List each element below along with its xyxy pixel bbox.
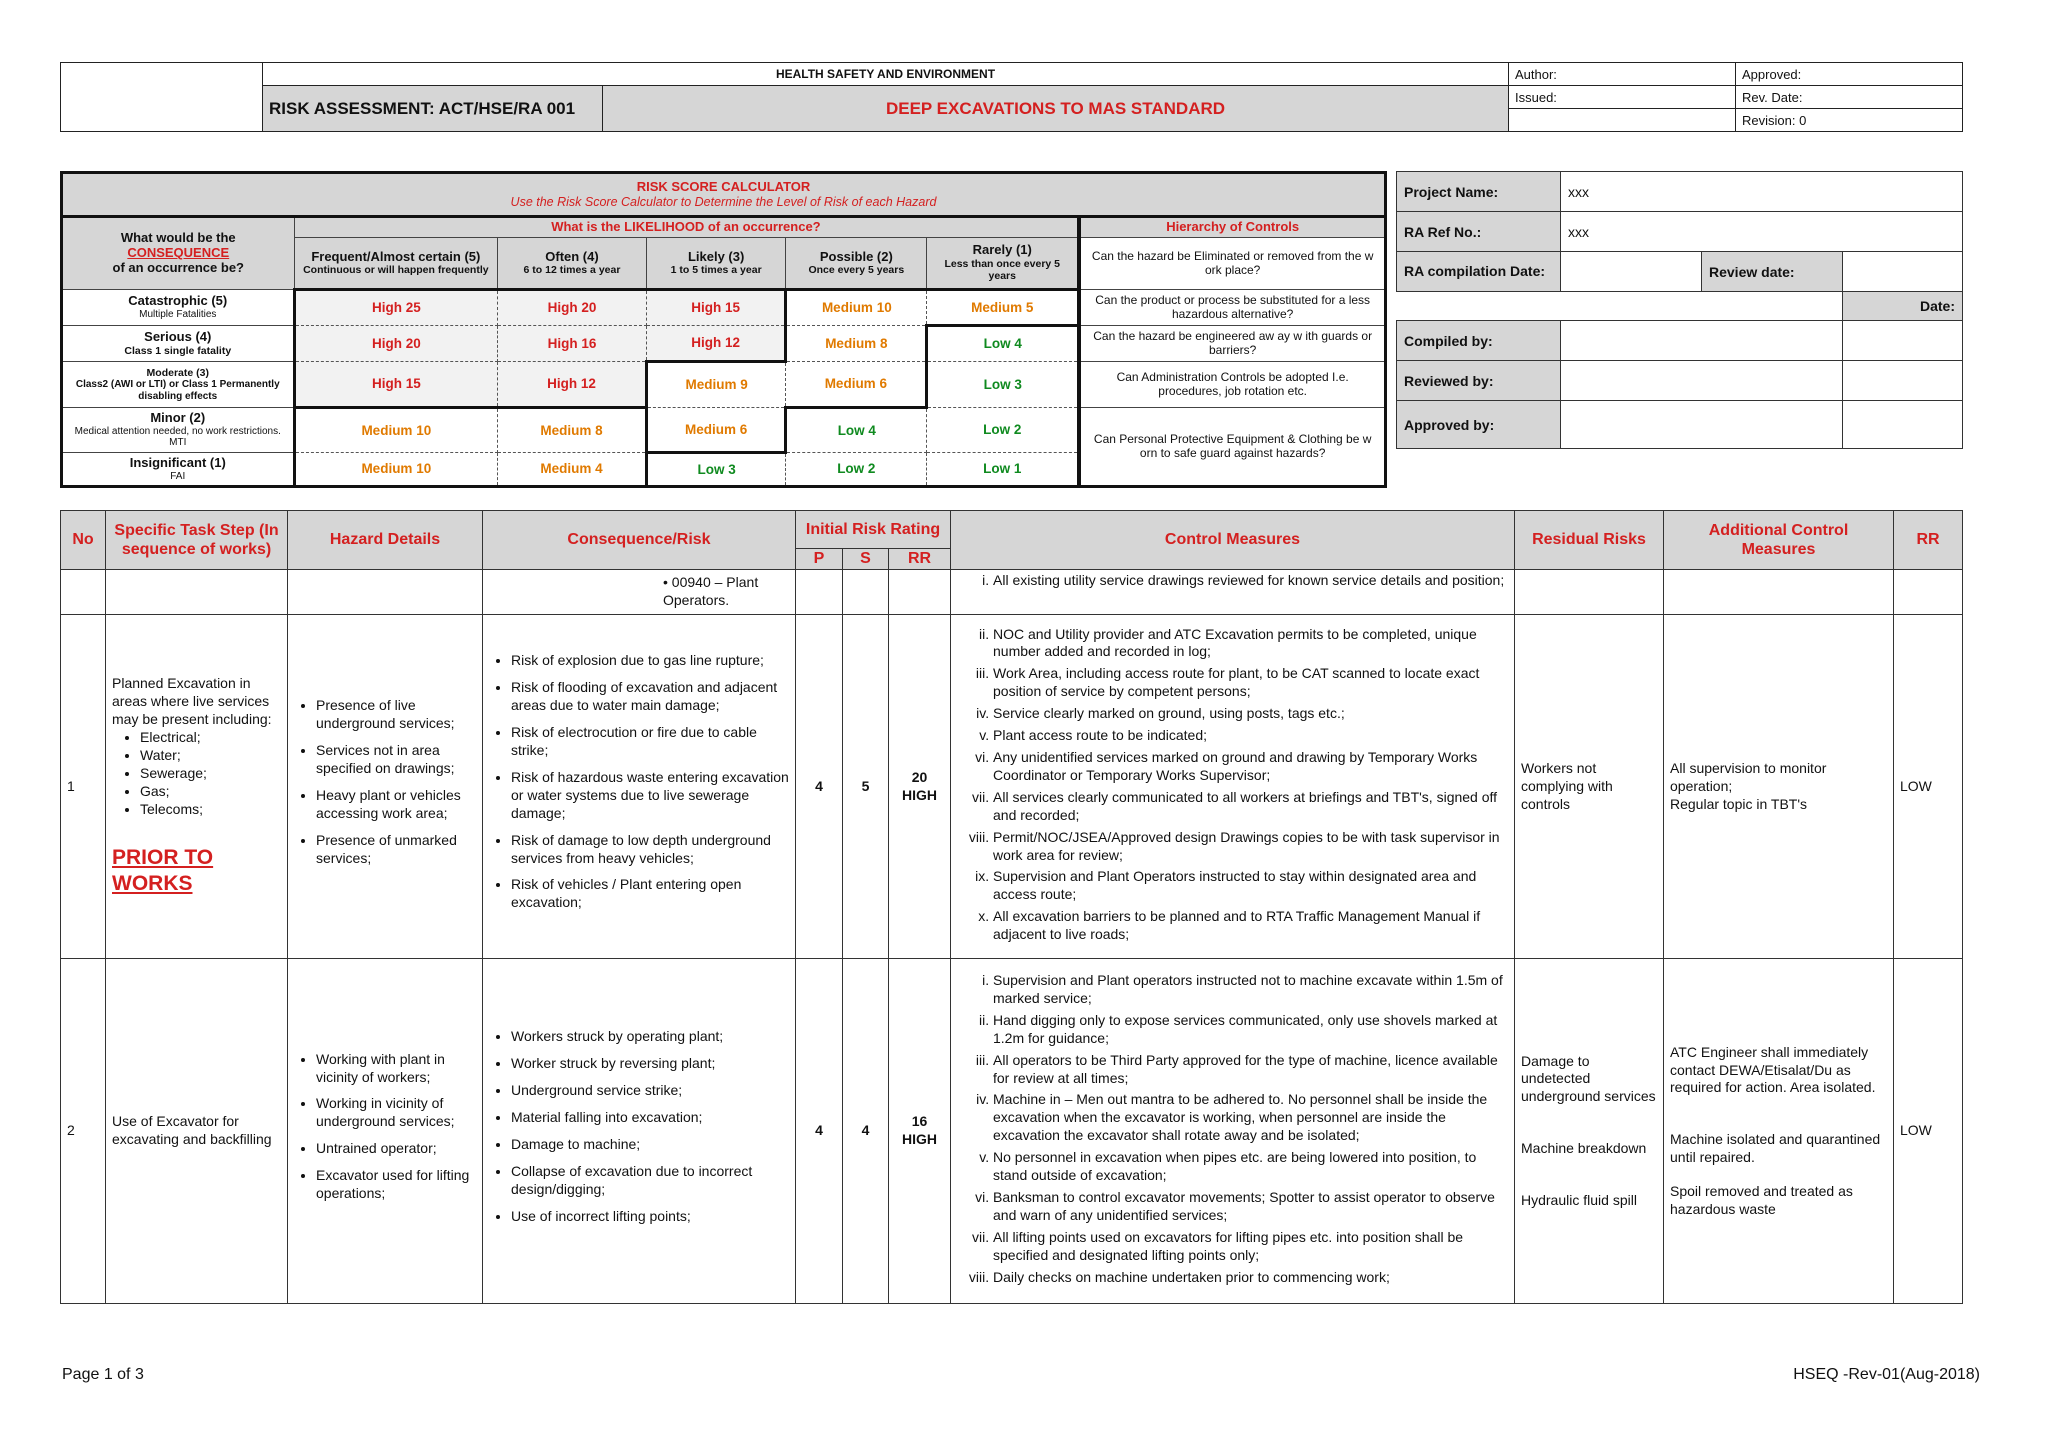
issued-value xyxy=(1509,109,1736,132)
score-cell: Medium 8 xyxy=(498,408,647,453)
ra-number: RISK ASSESSMENT: ACT/HSE/RA 001 xyxy=(263,86,603,132)
date-label: Date: xyxy=(1843,292,1963,321)
col-rr: RR xyxy=(889,549,951,570)
score-cell: High 12 xyxy=(498,362,647,408)
consequence-serious: Serious (4) Class 1 single fatality xyxy=(62,326,295,362)
score-cell: Medium 4 xyxy=(498,453,647,487)
project-name-label: Project Name: xyxy=(1397,172,1561,212)
residual-risks: Damage to undetected underground services Machine breakdown Hydraulic fluid spill xyxy=(1515,959,1664,1304)
table-row xyxy=(61,959,1963,1304)
score-cell: High 20 xyxy=(498,290,647,326)
score-cell: Low 2 xyxy=(927,408,1080,453)
hierarchy-engineer: Can the hazard be engineered aw ay w ith guards or barriers? xyxy=(1079,326,1385,362)
score-cell: Medium 6 xyxy=(646,408,786,453)
reviewed-date-value xyxy=(1843,361,1963,401)
table-row xyxy=(61,615,1963,959)
p-value: 4 xyxy=(796,615,843,959)
overlap-cell xyxy=(843,570,889,615)
reviewed-by-value xyxy=(1561,361,1843,401)
overlap-first-control: i. All existing utility service drawings reviewed for known service details and position; xyxy=(951,570,1515,615)
consequence-question: What would be the CONSEQUENCE of an occurrence be? xyxy=(62,217,295,290)
issued-field: Issued: xyxy=(1509,86,1736,109)
s-value: 5 xyxy=(843,615,889,959)
col-consequence: Consequence/Risk xyxy=(483,511,796,570)
hazard-details: • Working with plant in vicinity of workers; • Working in vicinity of underground services; • Untrained operator; • Excavator used for lifting operations; xyxy=(288,959,483,1304)
rr-final: LOW xyxy=(1894,959,1963,1304)
ra-ref-value: xxx xyxy=(1561,212,1963,252)
col-hazard: Hazard Details xyxy=(288,511,483,570)
s-value: 4 xyxy=(843,959,889,1304)
ra-compilation-label: RA compilation Date: xyxy=(1397,252,1561,292)
score-cell: Low 4 xyxy=(927,326,1080,362)
additional-controls: All supervision to monitor operation; Regular topic in TBT's xyxy=(1664,615,1894,959)
control-measures: ii. NOC and Utility provider and ATC Excavation permits to be completed, unique number added and recorded in log; iii. Work Area, including access route for plant, to be CAT scanned to locate exact position of service by competent persons; iv. Service clearly marked on ground, using posts, tags etc.; v. Plant access route to be indicated; vi. Any unidentified services marked on ground and drawing by Temporary Works Coordinator or Temporary Works Supervisor; vii. All services clearly communicated to all workers at briefings and TBT's, signed off and recorded; viii. Permit/NOC/JSEA/Approved design Drawings copies to be with task supervisor in work area for review; ix. Supervision and Plant Operators instructed to stay within designated area and access route; x. All excavation barriers to be planned and to RTA Traffic Management Manual if adjacent to live roads; xyxy=(951,615,1515,959)
logo-area xyxy=(61,63,263,132)
date-spacer xyxy=(1397,292,1843,321)
score-cell: Low 1 xyxy=(927,453,1080,487)
overlap-cell xyxy=(1894,570,1963,615)
col-task: Specific Task Step (In sequence of works) xyxy=(106,511,288,570)
col-additional: Additional Control Measures xyxy=(1664,511,1894,570)
hierarchy-eliminate: Can the hazard be Eliminated or removed from the w ork place? xyxy=(1079,238,1385,290)
consequence-moderate: Moderate (3) Class2 (AWI or LTI) or Class 1 Permanently disabling effects xyxy=(62,362,295,408)
likelihood-3: Likely (3) 1 to 5 times a year xyxy=(646,238,786,290)
row-number: 1 xyxy=(61,615,106,959)
likelihood-2: Possible (2) Once every 5 years xyxy=(786,238,927,290)
task-step: Planned Excavation in areas where live services may be present including: • Electrical; • Water; • Sewerage; • Gas; • Telecoms; PRIOR TO WORKS xyxy=(106,615,288,959)
likelihood-question: What is the LIKELIHOOD of an occurrence? xyxy=(294,217,1079,238)
rev-date-field: Rev. Date: xyxy=(1736,86,1963,109)
author-field: Author: xyxy=(1509,63,1736,86)
score-cell: High 16 xyxy=(498,326,647,362)
section-title: HEALTH SAFETY AND ENVIRONMENT xyxy=(263,63,1509,86)
score-cell: High 20 xyxy=(294,326,498,362)
control-measures: i. Supervision and Plant operators instructed not to machine excavate within 1.5m of marked service; ii. Hand digging only to expose services communicated, only use shovels marked at 1.2m for guidance; iii. All operators to be Third Party approved for the type of machine, licence available for review at all times; iv. Machine in – Men out mantra to be adhered to. No personnel shall be inside the excavation when the excavator is working, when personnel are inside the excavation the excavator shall rotate away and be isolated; v. No personnel in excavation when pipes etc. are being lowered into position, to stand outside of excavation; vi. Banksman to control excavator movements; Spotter to assist operator to observe and warn of any unidentified services; vii. All lifting points used on excavators for lifting pipes etc. into position shall be specified and designated lifting points only; viii. Daily checks on machine undertaken prior to commencing work; xyxy=(951,959,1515,1304)
col-no: No xyxy=(61,511,106,570)
col-residual: Residual Risks xyxy=(1515,511,1664,570)
compiled-by-label: Compiled by: xyxy=(1397,321,1561,361)
score-cell: Medium 10 xyxy=(294,408,498,453)
score-cell: High 15 xyxy=(646,290,786,326)
hierarchy-ppe: Can Personal Protective Equipment & Clothing be w orn to safe guard against hazards? xyxy=(1079,408,1385,487)
revision-footer: HSEQ -Rev-01(Aug-2018) xyxy=(1793,1366,1980,1383)
consequence-minor: Minor (2) Medical attention needed, no work restrictions. MTI xyxy=(62,408,295,453)
calculator-title: RISK SCORE CALCULATOR Use the Risk Score Calculator to Determine the Level of Risk of each Hazard xyxy=(62,173,1386,217)
rr-value: 16 HIGH xyxy=(889,959,951,1304)
overlap-cell xyxy=(796,570,843,615)
risk-score-calculator xyxy=(60,171,1387,488)
hazard-details: • Presence of live underground services; • Services not in area specified on drawings; • Heavy plant or vehicles accessing work area; • Presence of unmarked services; xyxy=(288,615,483,959)
overlap-cell xyxy=(288,570,483,615)
score-cell: High 12 xyxy=(646,326,786,362)
score-cell: Medium 6 xyxy=(786,362,927,408)
consequence-risk: • Risk of explosion due to gas line rupture; • Risk of flooding of excavation and adjacent areas due to water main damage; • Risk of electrocution or fire due to cable strike; • Risk of hazardous waste entering excavation or water systems due to live sewerage damage; • Risk of damage to low depth underground services from heavy vehicles; • Risk of vehicles / Plant entering open excavation; xyxy=(483,615,796,959)
overlap-cell xyxy=(889,570,951,615)
rr-value: 20 HIGH xyxy=(889,615,951,959)
row-number: 2 xyxy=(61,959,106,1304)
approved-field: Approved: xyxy=(1736,63,1963,86)
score-cell: Medium 10 xyxy=(294,453,498,487)
overlap-cell xyxy=(106,570,288,615)
score-cell: High 25 xyxy=(294,290,498,326)
project-name-value: xxx xyxy=(1561,172,1963,212)
review-date-value xyxy=(1843,252,1963,292)
prior-to-works: PRIOR TO WORKS xyxy=(112,845,214,896)
score-cell: Low 3 xyxy=(927,362,1080,408)
additional-controls: ATC Engineer shall immediately contact DEWA/Etisalat/Du as required for action. Area isolated. Machine isolated and quarantined until repaired. Spoil removed and treated as hazardous waste xyxy=(1664,959,1894,1304)
p-value: 4 xyxy=(796,959,843,1304)
likelihood-5: Frequent/Almost certain (5) Continuous or will happen frequently xyxy=(294,238,498,290)
ra-compilation-value xyxy=(1561,252,1702,292)
approved-by-value xyxy=(1561,401,1843,449)
score-cell: Low 3 xyxy=(646,453,786,487)
review-date-label: Review date: xyxy=(1702,252,1843,292)
compiled-by-value xyxy=(1561,321,1843,361)
score-cell: Low 2 xyxy=(786,453,927,487)
col-rr-final: RR xyxy=(1894,511,1963,570)
consequence-risk: • Workers struck by operating plant; • Worker struck by reversing plant; • Underground service strike; • Material falling into excavation; • Damage to machine; • Collapse of excavation due to incorrect design/digging; • Use of incorrect lifting points; xyxy=(483,959,796,1304)
consequence-catastrophic: Catastrophic (5) Multiple Fatalities xyxy=(62,290,295,326)
overlap-cell xyxy=(1664,570,1894,615)
score-cell: Medium 8 xyxy=(786,326,927,362)
overlap-plant-operators: • 00940 – Plant Operators. xyxy=(483,570,796,615)
col-initial-risk: Initial Risk Rating xyxy=(796,511,951,549)
residual-risks: Workers not complying with controls xyxy=(1515,615,1664,959)
col-control: Control Measures xyxy=(951,511,1515,570)
risk-assessment-table xyxy=(60,510,1963,1304)
score-cell: Low 4 xyxy=(786,408,927,453)
hierarchy-substitute: Can the product or process be substituted for a less hazardous alternative? xyxy=(1079,290,1385,326)
col-p: P xyxy=(796,549,843,570)
project-info xyxy=(1396,171,1963,449)
likelihood-1: Rarely (1) Less than once every 5 years xyxy=(927,238,1080,290)
hierarchy-admin: Can Administration Controls be adopted I.e. procedures, job rotation etc. xyxy=(1079,362,1385,408)
approved-by-label: Approved by: xyxy=(1397,401,1561,449)
consequence-insignificant: Insignificant (1) FAI xyxy=(62,453,295,487)
ra-ref-label: RA Ref No.: xyxy=(1397,212,1561,252)
document-title: DEEP EXCAVATIONS TO MAS STANDARD xyxy=(603,86,1509,132)
score-cell: High 15 xyxy=(294,362,498,408)
overlap-cell xyxy=(61,570,106,615)
score-cell: Medium 10 xyxy=(786,290,927,326)
reviewed-by-label: Reviewed by: xyxy=(1397,361,1561,401)
likelihood-4: Often (4) 6 to 12 times a year xyxy=(498,238,647,290)
col-s: S xyxy=(843,549,889,570)
score-cell: Medium 5 xyxy=(927,290,1080,326)
score-cell: Medium 9 xyxy=(646,362,786,408)
approved-date-value xyxy=(1843,401,1963,449)
overlap-cell xyxy=(1515,570,1664,615)
page-number: Page 1 of 3 xyxy=(62,1366,144,1383)
document-header xyxy=(60,62,1963,132)
compiled-date-value xyxy=(1843,321,1963,361)
hierarchy-title: Hierarchy of Controls xyxy=(1079,217,1385,238)
rr-final: LOW xyxy=(1894,615,1963,959)
revision-field: Revision: 0 xyxy=(1736,109,1963,132)
task-step: Use of Excavator for excavating and backfilling xyxy=(106,959,288,1304)
